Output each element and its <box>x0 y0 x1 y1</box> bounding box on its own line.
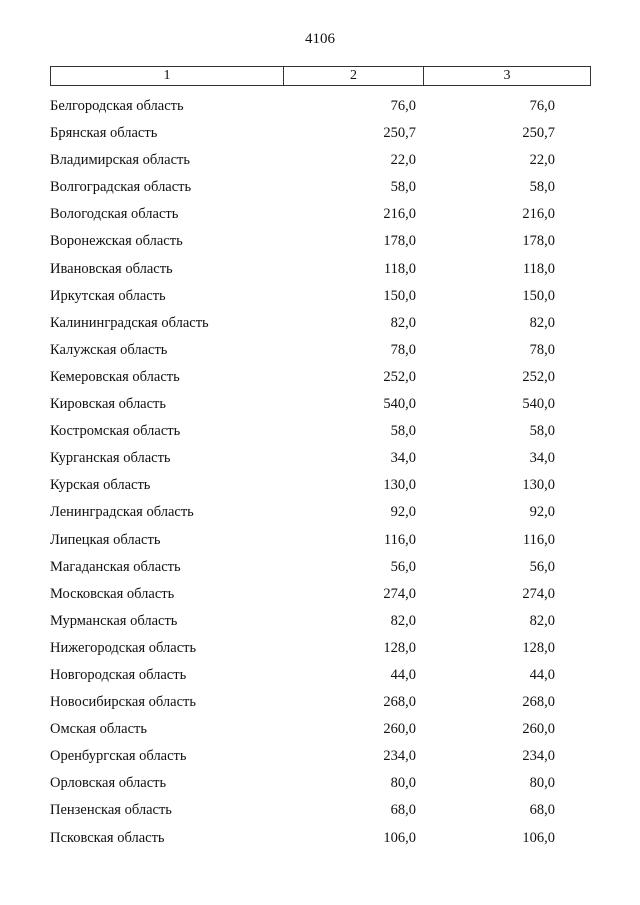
region-name: Костромская область <box>50 423 181 440</box>
table-row <box>50 177 591 204</box>
value-col-2: 150,0 <box>383 287 416 304</box>
table-row <box>50 557 591 584</box>
table-row <box>50 530 591 557</box>
value-col-2: 216,0 <box>383 206 416 223</box>
table-row <box>50 96 591 123</box>
table-row <box>50 584 591 611</box>
table-row <box>50 773 591 800</box>
value-col-3: 34,0 <box>529 450 555 467</box>
value-col-3: 234,0 <box>522 748 555 765</box>
region-name: Новосибирская область <box>50 694 196 711</box>
region-name: Калужская область <box>50 341 168 358</box>
value-col-3: 82,0 <box>529 612 555 629</box>
table-row <box>50 204 591 231</box>
region-name: Курганская область <box>50 450 171 467</box>
value-col-2: 130,0 <box>383 477 416 494</box>
value-col-3: 216,0 <box>522 206 555 223</box>
region-name: Ивановская область <box>50 260 173 277</box>
region-name: Новгородская область <box>50 666 187 683</box>
region-name: Оренбургская область <box>50 748 187 765</box>
value-col-2: 58,0 <box>390 423 416 440</box>
value-col-3: 82,0 <box>529 314 555 331</box>
value-col-3: 58,0 <box>529 423 555 440</box>
table-row <box>50 665 591 692</box>
table-body <box>50 96 591 855</box>
value-col-2: 128,0 <box>383 639 416 656</box>
header-col-1: 1 <box>51 67 284 85</box>
page-number: 4106 <box>305 31 335 47</box>
value-col-3: 250,7 <box>522 125 555 142</box>
region-name: Нижегородская область <box>50 639 197 656</box>
value-col-3: 118,0 <box>522 260 555 277</box>
table-row <box>50 367 591 394</box>
table-row <box>50 340 591 367</box>
region-name: Кемеровская область <box>50 368 180 385</box>
table-row <box>50 746 591 773</box>
value-col-3: 540,0 <box>522 396 555 413</box>
value-col-2: 22,0 <box>390 152 416 169</box>
value-col-2: 82,0 <box>390 612 416 629</box>
value-col-2: 80,0 <box>390 775 416 792</box>
value-col-2: 58,0 <box>390 179 416 196</box>
header-col-3: 3 <box>503 68 511 83</box>
table-row <box>50 692 591 719</box>
region-name: Магаданская область <box>50 558 181 575</box>
value-col-2: 252,0 <box>383 368 416 385</box>
value-col-3: 92,0 <box>529 504 555 521</box>
table-row <box>50 502 591 529</box>
region-name: Владимирская область <box>50 152 190 169</box>
value-col-3: 76,0 <box>529 98 555 114</box>
region-name: Иркутская область <box>50 287 166 304</box>
value-col-3: 68,0 <box>529 802 555 819</box>
value-col-3: 274,0 <box>522 585 555 602</box>
table-header <box>50 66 591 86</box>
value-col-2: 260,0 <box>383 721 416 738</box>
value-col-2: 540,0 <box>383 396 416 413</box>
value-col-2: 56,0 <box>390 558 416 575</box>
table-row <box>50 313 591 340</box>
table-row <box>50 421 591 448</box>
value-col-2: 178,0 <box>383 233 416 250</box>
value-col-3: 260,0 <box>522 721 555 738</box>
region-name: Липецкая область <box>50 531 161 548</box>
value-col-2: 250,7 <box>383 125 416 142</box>
value-col-2: 106,0 <box>383 829 416 846</box>
region-name: Белгородская область <box>50 98 184 114</box>
table-row <box>50 231 591 258</box>
table-row <box>50 394 591 421</box>
value-col-3: 58,0 <box>529 179 555 196</box>
table-row <box>50 150 591 177</box>
table-row <box>50 475 591 502</box>
value-col-2: 234,0 <box>383 748 416 765</box>
value-col-2: 78,0 <box>390 341 416 358</box>
value-col-3: 130,0 <box>522 477 555 494</box>
region-name: Омская область <box>50 721 147 738</box>
value-col-3: 150,0 <box>522 287 555 304</box>
table-row <box>50 448 591 475</box>
value-col-2: 116,0 <box>383 531 416 548</box>
value-col-3: 116,0 <box>522 531 555 548</box>
value-col-3: 106,0 <box>522 829 555 846</box>
region-name: Мурманская область <box>50 612 178 629</box>
table-row <box>50 828 591 855</box>
table-row <box>50 286 591 313</box>
table-row <box>50 259 591 286</box>
region-name: Московская область <box>50 585 175 602</box>
region-name: Курская область <box>50 477 151 494</box>
value-col-3: 80,0 <box>529 775 555 792</box>
region-name: Воронежская область <box>50 233 183 250</box>
value-col-2: 82,0 <box>390 314 416 331</box>
region-name: Кировская область <box>50 396 167 413</box>
value-col-3: 44,0 <box>529 666 555 683</box>
value-col-2: 76,0 <box>390 98 416 114</box>
value-col-2: 68,0 <box>390 802 416 819</box>
region-name: Орловская область <box>50 775 167 792</box>
region-name: Вологодская область <box>50 206 179 223</box>
region-name: Брянская область <box>50 125 158 142</box>
value-col-3: 252,0 <box>522 368 555 385</box>
value-col-2: 44,0 <box>390 666 416 683</box>
region-name: Волгоградская область <box>50 179 192 196</box>
value-col-2: 268,0 <box>383 694 416 711</box>
value-col-2: 274,0 <box>383 585 416 602</box>
value-col-3: 268,0 <box>522 694 555 711</box>
region-name: Калининградская область <box>50 314 209 331</box>
table-row <box>50 123 591 150</box>
value-col-3: 128,0 <box>522 639 555 656</box>
region-name: Ленинградская область <box>50 504 194 521</box>
table-row <box>50 800 591 827</box>
value-col-3: 56,0 <box>529 558 555 575</box>
value-col-2: 118,0 <box>383 260 416 277</box>
value-col-3: 22,0 <box>529 152 555 169</box>
region-name: Псковская область <box>50 829 165 846</box>
header-col-2: 2 <box>284 67 424 85</box>
value-col-2: 34,0 <box>390 450 416 467</box>
value-col-3: 78,0 <box>529 341 555 358</box>
value-col-3: 178,0 <box>522 233 555 250</box>
value-col-2: 92,0 <box>390 504 416 521</box>
table-row <box>50 638 591 665</box>
table-row <box>50 611 591 638</box>
table-row <box>50 719 591 746</box>
region-name: Пензенская область <box>50 802 172 819</box>
